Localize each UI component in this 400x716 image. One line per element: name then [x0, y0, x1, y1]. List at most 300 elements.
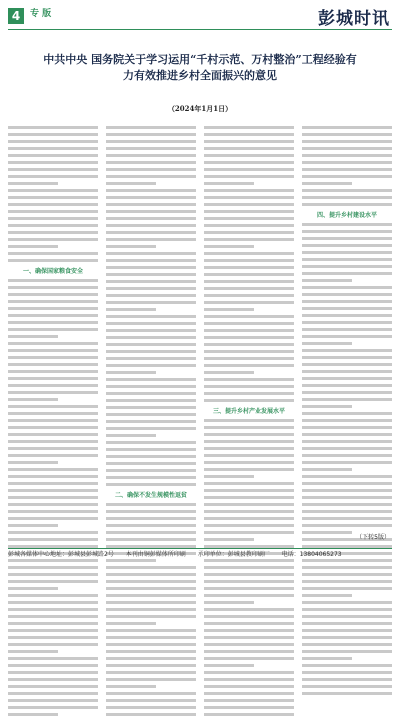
text-line-placeholder	[106, 517, 196, 520]
text-line-placeholder	[204, 671, 294, 674]
text-block	[106, 503, 196, 716]
text-line-placeholder	[8, 657, 98, 660]
text-line-placeholder	[8, 615, 98, 618]
text-line-placeholder	[8, 440, 98, 443]
text-line-placeholder	[106, 147, 196, 150]
text-line-placeholder	[204, 294, 294, 297]
text-line-placeholder	[106, 252, 196, 255]
text-line-placeholder	[204, 454, 294, 457]
text-line-placeholder	[302, 286, 392, 289]
text-line-placeholder	[302, 664, 392, 667]
text-line-placeholder	[106, 441, 196, 444]
text-line-placeholder	[204, 685, 294, 688]
text-line-placeholder	[106, 462, 196, 465]
text-line-placeholder	[8, 231, 98, 234]
text-line-placeholder	[302, 447, 392, 450]
text-line-placeholder	[204, 566, 294, 569]
text-line-placeholder	[204, 273, 294, 276]
text-line-placeholder	[106, 350, 196, 353]
text-line-placeholder	[8, 629, 98, 632]
section-heading: 二、确保不发生规模性返贫	[114, 492, 187, 499]
text-line-placeholder	[204, 650, 294, 653]
text-line-placeholder	[8, 126, 98, 129]
text-line-placeholder	[204, 419, 294, 422]
text-line-placeholder	[302, 391, 392, 394]
text-line-placeholder	[106, 664, 196, 667]
text-line-placeholder	[106, 636, 196, 639]
text-line-placeholder	[8, 321, 98, 324]
text-line-placeholder	[302, 489, 392, 492]
text-line-placeholder	[8, 328, 98, 331]
article-headline: 中共中央 国务院关于学习运用“千村示范、万村整治”工程经验有力有效推进乡村全面振兴的意见	[43, 53, 357, 82]
section-heading: 四、提升乡村建设水平	[316, 212, 377, 219]
text-line-placeholder	[302, 692, 392, 695]
text-line-placeholder	[106, 329, 196, 332]
text-line-placeholder	[8, 685, 98, 688]
text-line-placeholder	[302, 594, 352, 597]
text-block	[106, 126, 196, 486]
text-line-placeholder	[8, 342, 98, 345]
text-line-placeholder	[302, 482, 392, 485]
header-rule	[8, 29, 392, 30]
text-line-placeholder	[302, 587, 392, 590]
text-block	[302, 126, 392, 206]
text-line-placeholder	[106, 469, 196, 472]
text-line-placeholder	[106, 294, 196, 297]
text-line-placeholder	[106, 140, 196, 143]
text-line-placeholder	[204, 203, 294, 206]
text-line-placeholder	[8, 447, 98, 450]
text-line-placeholder	[302, 524, 392, 527]
text-line-placeholder	[8, 356, 98, 359]
text-line-placeholder	[106, 203, 196, 206]
text-line-placeholder	[204, 245, 254, 248]
text-line-placeholder	[302, 671, 392, 674]
text-line-placeholder	[106, 643, 196, 646]
text-line-placeholder	[8, 161, 98, 164]
text-line-placeholder	[204, 154, 294, 157]
text-line-placeholder	[302, 328, 392, 331]
footer-item: 彭城各媒体中心地址：彭城县彭城路2号	[8, 551, 114, 558]
text-line-placeholder	[8, 182, 58, 185]
text-line-placeholder	[8, 238, 98, 241]
text-line-placeholder	[8, 426, 98, 429]
text-line-placeholder	[8, 335, 58, 338]
text-line-placeholder	[8, 168, 98, 171]
text-line-placeholder	[204, 371, 254, 374]
text-line-placeholder	[8, 692, 98, 695]
text-line-placeholder	[106, 217, 196, 220]
text-line-placeholder	[204, 224, 294, 227]
text-line-placeholder	[106, 308, 156, 311]
text-line-placeholder	[302, 377, 392, 380]
text-line-placeholder	[302, 154, 392, 157]
text-line-placeholder	[106, 280, 196, 283]
text-line-placeholder	[302, 384, 392, 387]
text-line-placeholder	[302, 601, 392, 604]
text-line-placeholder	[204, 189, 294, 192]
text-line-placeholder	[8, 245, 58, 248]
text-line-placeholder	[204, 468, 294, 471]
text-line-placeholder	[106, 322, 196, 325]
text-line-placeholder	[8, 573, 98, 576]
text-line-placeholder	[204, 664, 254, 667]
text-line-placeholder	[106, 531, 196, 534]
text-line-placeholder	[8, 664, 98, 667]
text-line-placeholder	[106, 231, 196, 234]
text-line-placeholder	[106, 587, 196, 590]
text-line-placeholder	[106, 273, 196, 276]
text-line-placeholder	[302, 370, 392, 373]
text-line-placeholder	[8, 510, 98, 513]
text-line-placeholder	[8, 496, 98, 499]
text-line-placeholder	[204, 510, 294, 513]
section-heading: 一、确保国家粮食安全	[22, 268, 83, 275]
text-line-placeholder	[106, 503, 196, 506]
text-line-placeholder	[302, 175, 392, 178]
text-line-placeholder	[204, 140, 294, 143]
text-line-placeholder	[8, 566, 98, 569]
text-line-placeholder	[302, 531, 352, 534]
text-line-placeholder	[204, 496, 294, 499]
body-column-3	[204, 122, 294, 542]
text-line-placeholder	[8, 259, 98, 262]
text-line-placeholder	[204, 322, 294, 325]
text-line-placeholder	[204, 182, 254, 185]
text-line-placeholder	[204, 531, 294, 534]
text-line-placeholder	[8, 587, 58, 590]
page-footer	[8, 548, 392, 563]
text-line-placeholder	[302, 643, 392, 646]
text-line-placeholder	[106, 336, 196, 339]
text-line-placeholder	[204, 608, 294, 611]
text-line-placeholder	[204, 175, 294, 178]
text-line-placeholder	[106, 189, 196, 192]
text-line-placeholder	[8, 412, 98, 415]
text-line-placeholder	[302, 293, 392, 296]
text-line-placeholder	[204, 594, 294, 597]
text-line-placeholder	[8, 608, 98, 611]
text-line-placeholder	[8, 189, 98, 192]
text-line-placeholder	[106, 455, 196, 458]
text-line-placeholder	[106, 210, 196, 213]
text-line-placeholder	[302, 657, 352, 660]
text-line-placeholder	[106, 357, 196, 360]
text-line-placeholder	[302, 126, 392, 129]
text-line-placeholder	[204, 308, 254, 311]
text-line-placeholder	[8, 636, 98, 639]
text-line-placeholder	[204, 399, 294, 402]
text-line-placeholder	[8, 140, 98, 143]
text-line-placeholder	[8, 678, 98, 681]
text-line-placeholder	[204, 629, 294, 632]
body-column-4	[302, 122, 392, 542]
continued-note: （下转5版）	[356, 534, 390, 541]
text-line-placeholder	[302, 300, 392, 303]
text-line-placeholder	[302, 335, 392, 338]
text-line-placeholder	[106, 168, 196, 171]
text-line-placeholder	[106, 601, 196, 604]
text-line-placeholder	[8, 147, 98, 150]
text-line-placeholder	[106, 476, 196, 479]
text-line-placeholder	[106, 615, 196, 618]
text-line-placeholder	[204, 350, 294, 353]
text-line-placeholder	[302, 140, 392, 143]
text-line-placeholder	[204, 433, 294, 436]
text-line-placeholder	[8, 363, 98, 366]
text-line-placeholder	[106, 427, 196, 430]
text-line-placeholder	[204, 643, 294, 646]
text-line-placeholder	[8, 650, 58, 653]
text-line-placeholder	[8, 279, 98, 282]
text-line-placeholder	[8, 601, 98, 604]
text-line-placeholder	[204, 636, 294, 639]
text-line-placeholder	[204, 301, 294, 304]
text-line-placeholder	[204, 217, 294, 220]
text-line-placeholder	[8, 370, 98, 373]
text-line-placeholder	[302, 461, 392, 464]
text-line-placeholder	[204, 357, 294, 360]
text-line-placeholder	[302, 475, 392, 478]
text-line-placeholder	[106, 378, 196, 381]
text-line-placeholder	[204, 336, 294, 339]
text-line-placeholder	[106, 126, 196, 129]
text-line-placeholder	[302, 685, 392, 688]
text-line-placeholder	[302, 342, 352, 345]
text-line-placeholder	[8, 419, 98, 422]
text-line-placeholder	[204, 482, 294, 485]
text-line-placeholder	[204, 517, 294, 520]
text-line-placeholder	[302, 279, 352, 282]
text-line-placeholder	[8, 489, 98, 492]
text-line-placeholder	[8, 314, 98, 317]
text-line-placeholder	[106, 671, 196, 674]
text-line-placeholder	[8, 377, 98, 380]
text-line-placeholder	[106, 343, 196, 346]
page-number: 4	[8, 8, 24, 24]
text-line-placeholder	[8, 475, 98, 478]
text-line-placeholder	[8, 203, 98, 206]
text-line-placeholder	[106, 580, 196, 583]
text-line-placeholder	[302, 307, 392, 310]
text-line-placeholder	[8, 538, 98, 541]
text-line-placeholder	[8, 517, 98, 520]
body-column-1	[8, 122, 98, 542]
text-line-placeholder	[204, 287, 294, 290]
text-line-placeholder	[106, 483, 196, 486]
text-line-placeholder	[204, 447, 294, 450]
text-line-placeholder	[106, 196, 196, 199]
text-line-placeholder	[204, 657, 294, 660]
text-line-placeholder	[204, 524, 294, 527]
masthead: 彭城时讯	[318, 9, 390, 29]
text-line-placeholder	[106, 594, 196, 597]
text-line-placeholder	[8, 391, 98, 394]
text-line-placeholder	[106, 420, 196, 423]
text-line-placeholder	[302, 405, 352, 408]
section-label: 专 版	[30, 9, 52, 19]
text-line-placeholder	[8, 398, 58, 401]
text-line-placeholder	[106, 699, 196, 702]
text-line-placeholder	[204, 315, 294, 318]
text-line-placeholder	[106, 510, 196, 513]
text-block	[8, 279, 98, 716]
text-line-placeholder	[302, 629, 392, 632]
text-line-placeholder	[302, 419, 392, 422]
text-line-placeholder	[8, 252, 98, 255]
text-line-placeholder	[302, 161, 392, 164]
text-line-placeholder	[8, 286, 98, 289]
text-line-placeholder	[204, 231, 294, 234]
article-body	[8, 122, 392, 542]
text-line-placeholder	[204, 392, 294, 395]
text-block	[302, 223, 392, 695]
text-line-placeholder	[8, 196, 98, 199]
footer-item: 承印单位：彭城县教印刷厂	[197, 551, 270, 558]
text-line-placeholder	[302, 510, 392, 513]
text-line-placeholder	[302, 168, 392, 171]
text-line-placeholder	[302, 230, 392, 233]
text-line-placeholder	[8, 154, 98, 157]
text-line-placeholder	[204, 196, 294, 199]
text-line-placeholder	[204, 210, 294, 213]
text-line-placeholder	[106, 706, 196, 709]
footer-item: 电话：13804065273	[281, 551, 342, 558]
text-line-placeholder	[106, 413, 196, 416]
text-line-placeholder	[106, 266, 196, 269]
text-line-placeholder	[8, 622, 98, 625]
text-line-placeholder	[106, 154, 196, 157]
text-line-placeholder	[302, 454, 392, 457]
text-line-placeholder	[204, 573, 294, 576]
text-line-placeholder	[204, 601, 254, 604]
text-line-placeholder	[106, 678, 196, 681]
text-line-placeholder	[204, 706, 294, 709]
text-line-placeholder	[8, 175, 98, 178]
text-line-placeholder	[106, 161, 196, 164]
text-line-placeholder	[8, 307, 98, 310]
text-line-placeholder	[106, 434, 156, 437]
text-line-placeholder	[8, 300, 98, 303]
section-heading: 三、提升乡村产业发展水平	[212, 408, 285, 415]
text-line-placeholder	[106, 315, 196, 318]
text-line-placeholder	[8, 405, 98, 408]
text-line-placeholder	[8, 384, 98, 387]
text-line-placeholder	[204, 489, 294, 492]
text-line-placeholder	[302, 636, 392, 639]
text-line-placeholder	[8, 594, 98, 597]
body-column-2	[106, 122, 196, 542]
text-line-placeholder	[302, 573, 392, 576]
text-line-placeholder	[106, 622, 156, 625]
text-line-placeholder	[106, 245, 156, 248]
text-line-placeholder	[204, 329, 294, 332]
text-line-placeholder	[302, 147, 392, 150]
text-line-placeholder	[302, 314, 392, 317]
text-line-placeholder	[204, 364, 294, 367]
text-line-placeholder	[204, 343, 294, 346]
text-line-placeholder	[106, 448, 196, 451]
text-line-placeholder	[8, 643, 98, 646]
text-line-placeholder	[302, 517, 392, 520]
text-line-placeholder	[204, 440, 294, 443]
text-line-placeholder	[302, 650, 392, 653]
text-line-placeholder	[302, 622, 392, 625]
text-line-placeholder	[8, 531, 98, 534]
text-line-placeholder	[204, 378, 294, 381]
text-line-placeholder	[204, 538, 254, 541]
text-line-placeholder	[106, 385, 196, 388]
text-line-placeholder	[302, 398, 392, 401]
text-line-placeholder	[302, 272, 392, 275]
text-line-placeholder	[106, 392, 196, 395]
text-line-placeholder	[302, 356, 392, 359]
text-line-placeholder	[106, 538, 196, 541]
text-block	[204, 419, 294, 716]
text-line-placeholder	[302, 189, 392, 192]
text-line-placeholder	[204, 252, 294, 255]
text-line-placeholder	[106, 406, 196, 409]
text-line-placeholder	[204, 678, 294, 681]
text-line-placeholder	[302, 363, 392, 366]
text-line-placeholder	[302, 468, 352, 471]
text-line-placeholder	[8, 217, 98, 220]
text-line-placeholder	[204, 622, 294, 625]
text-line-placeholder	[204, 699, 294, 702]
text-line-placeholder	[302, 566, 392, 569]
text-line-placeholder	[302, 615, 392, 618]
text-line-placeholder	[204, 580, 294, 583]
text-line-placeholder	[204, 168, 294, 171]
text-line-placeholder	[106, 133, 196, 136]
text-line-placeholder	[204, 126, 294, 129]
text-line-placeholder	[8, 580, 98, 583]
text-line-placeholder	[106, 175, 196, 178]
text-line-placeholder	[302, 608, 392, 611]
text-line-placeholder	[106, 259, 196, 262]
text-line-placeholder	[106, 182, 156, 185]
text-line-placeholder	[302, 223, 392, 226]
text-line-placeholder	[8, 482, 98, 485]
text-line-placeholder	[302, 244, 392, 247]
text-line-placeholder	[302, 133, 392, 136]
text-line-placeholder	[302, 258, 392, 261]
text-line-placeholder	[106, 685, 156, 688]
text-line-placeholder	[204, 238, 294, 241]
text-line-placeholder	[8, 224, 98, 227]
footer-item: 本刊由铜彭媒体所印刷	[125, 551, 186, 558]
text-line-placeholder	[302, 426, 392, 429]
text-line-placeholder	[302, 321, 392, 324]
text-line-placeholder	[302, 580, 392, 583]
text-line-placeholder	[204, 280, 294, 283]
text-line-placeholder	[302, 196, 392, 199]
text-line-placeholder	[204, 475, 254, 478]
text-line-placeholder	[302, 265, 392, 268]
text-line-placeholder	[204, 426, 294, 429]
text-line-placeholder	[302, 440, 392, 443]
text-line-placeholder	[106, 657, 196, 660]
text-line-placeholder	[204, 692, 294, 695]
text-line-placeholder	[204, 385, 294, 388]
text-line-placeholder	[8, 503, 98, 506]
text-line-placeholder	[8, 671, 98, 674]
text-line-placeholder	[106, 287, 196, 290]
text-line-placeholder	[8, 524, 58, 527]
text-line-placeholder	[302, 251, 392, 254]
text-line-placeholder	[302, 433, 392, 436]
text-line-placeholder	[106, 371, 156, 374]
